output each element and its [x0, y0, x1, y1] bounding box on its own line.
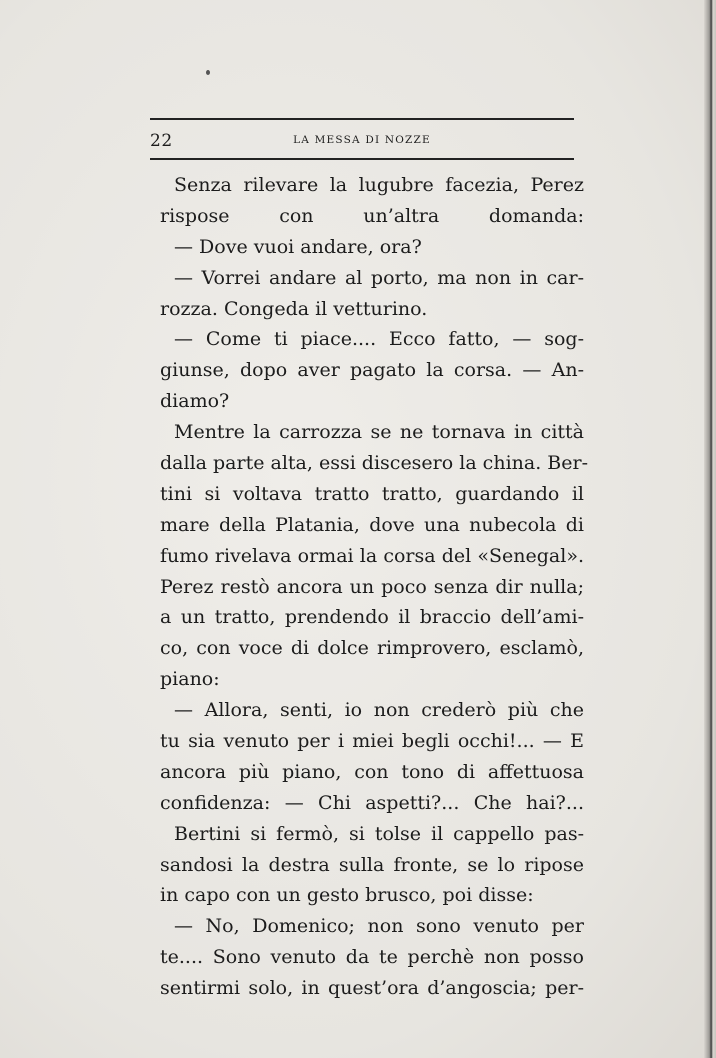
text-line: — No, Domenico; non sono venuto per	[174, 915, 584, 938]
ink-speck	[206, 70, 210, 75]
text-line: — Come ti piace.... Ecco fatto, — sog-	[174, 328, 584, 351]
text-line: Mentre la carrozza se ne tornava in città	[174, 421, 584, 444]
text-line: a un tratto, prendendo il braccio dell’ami-	[160, 606, 584, 629]
text-line: rispose con un’altra domanda:	[160, 204, 584, 227]
text-line: co, con voce di dolce rimprovero, esclamò,	[160, 637, 584, 660]
text-line: dalla parte alta, essi discesero la china. Ber-	[160, 452, 588, 475]
text-line: — Vorrei andare al porto, ma non in car-	[174, 266, 584, 289]
text-line: confidenza: — Chi aspetti?... Che hai?...	[160, 791, 584, 814]
text-line: in capo con un gesto brusco, poi disse:	[160, 884, 534, 907]
text-line: rozza. Congeda il vetturino.	[160, 297, 428, 320]
text-line: tu sia venuto per i miei begli occhi!... — E	[160, 730, 584, 753]
text-line: — Allora, senti, io non crederò più che	[174, 699, 584, 722]
text-line: Senza rilevare la lugubre facezia, Perez	[174, 174, 584, 196]
text-line: ancora più piano, con tono di affettuosa	[160, 760, 584, 783]
text-line: mare della Platania, dove una nubecola di	[160, 513, 584, 536]
header-rule-bottom	[150, 158, 574, 160]
text-line: Bertini si fermò, si tolse il cappello pas-	[174, 822, 584, 845]
text-line: Perez restò ancora un poco senza dir nulla;	[160, 575, 584, 598]
running-header	[150, 131, 574, 153]
text-line: diamo?	[160, 390, 230, 413]
text-line: sentirmi solo, in quest’ora d’angoscia; per-	[160, 977, 584, 1000]
body-text	[160, 170, 588, 1004]
page-number: 22	[150, 131, 173, 151]
text-line: fumo rivelava ormai la corsa del «Senegal».	[160, 544, 584, 567]
running-title: LA MESSA DI NOZZE	[293, 134, 431, 146]
header-rule-top	[150, 118, 574, 120]
text-line: sandosi la destra sulla fronte, se lo ripose	[160, 853, 584, 876]
text-line: piano:	[160, 668, 220, 691]
text-line: te.... Sono venuto da te perchè non posso	[160, 946, 584, 969]
text-line: — Dove vuoi andare, ora?	[174, 235, 422, 258]
page-edge-shadow	[704, 0, 716, 1058]
text-line: giunse, dopo aver pagato la corsa. — An-	[160, 359, 584, 382]
text-line: tini si voltava tratto tratto, guardando il	[160, 482, 584, 505]
